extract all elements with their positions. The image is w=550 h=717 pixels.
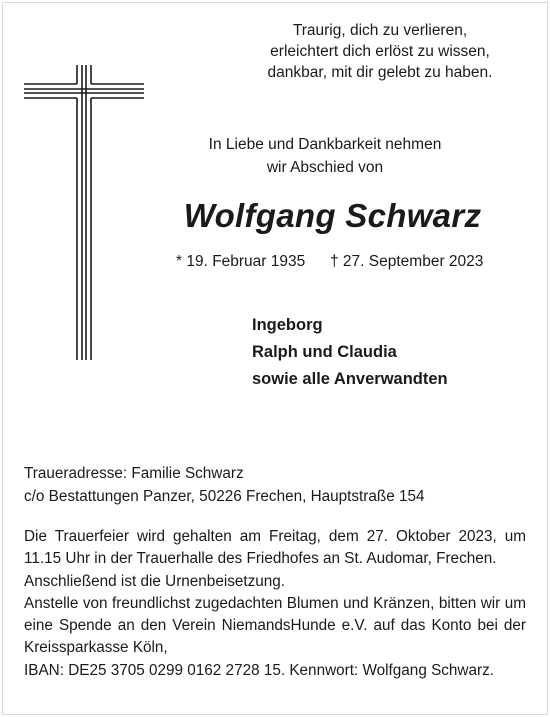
life-dates — [176, 252, 496, 272]
intro-text — [175, 133, 475, 179]
verse-line: Traurig, dich zu verlieren, — [292, 22, 468, 39]
funeral-text: Die Trauerfeier wird gehalten am Freitag, dem 27. Oktober 2023, um 11.15 Uhr in der Trauerhalle des Friedhofes an St. Audomar, Frechen. — [24, 528, 526, 568]
donation-text: Anstelle von freundlichst zugedachten Blumen und Kränzen, bitten wir um eine Spende an den Verein NiemandsHunde e.V. auf das Konto bei der Kreissparkasse Köln, — [24, 594, 526, 657]
funeral-details — [24, 526, 526, 682]
mourners — [252, 312, 448, 393]
iban-text: IBAN: DE25 3705 0299 0162 2728 15. Kennwort: Wolfgang Schwarz. — [24, 661, 494, 679]
address-line: Traueradresse: Familie Schwarz — [24, 465, 244, 482]
mourner-line: Ralph und Claudia — [252, 343, 397, 361]
mourner-line: Ingeborg — [252, 316, 323, 334]
cross-icon — [24, 65, 144, 360]
death-date: † 27. September 2023 — [330, 253, 484, 270]
verse-line: erleichtert dich erlöst zu wissen, — [270, 43, 490, 60]
address-line: c/o Bestattungen Panzer, 50226 Frechen, Hauptstraße 154 — [24, 488, 425, 505]
deceased-name: Wolfgang Schwarz — [183, 197, 482, 234]
mourner-line: sowie alle Anverwandten — [252, 370, 448, 388]
birth-date: * 19. Februar 1935 — [176, 253, 306, 270]
verse-line: dankbar, mit dir gelebt zu haben. — [267, 64, 493, 81]
intro-line: wir Abschied von — [266, 159, 384, 176]
mourning-address — [24, 462, 425, 508]
urn-text: Anschließend ist die Urnenbeisetzung. — [24, 572, 286, 590]
intro-line: In Liebe und Dankbarkeit nehmen — [208, 136, 442, 153]
verse — [235, 20, 525, 83]
